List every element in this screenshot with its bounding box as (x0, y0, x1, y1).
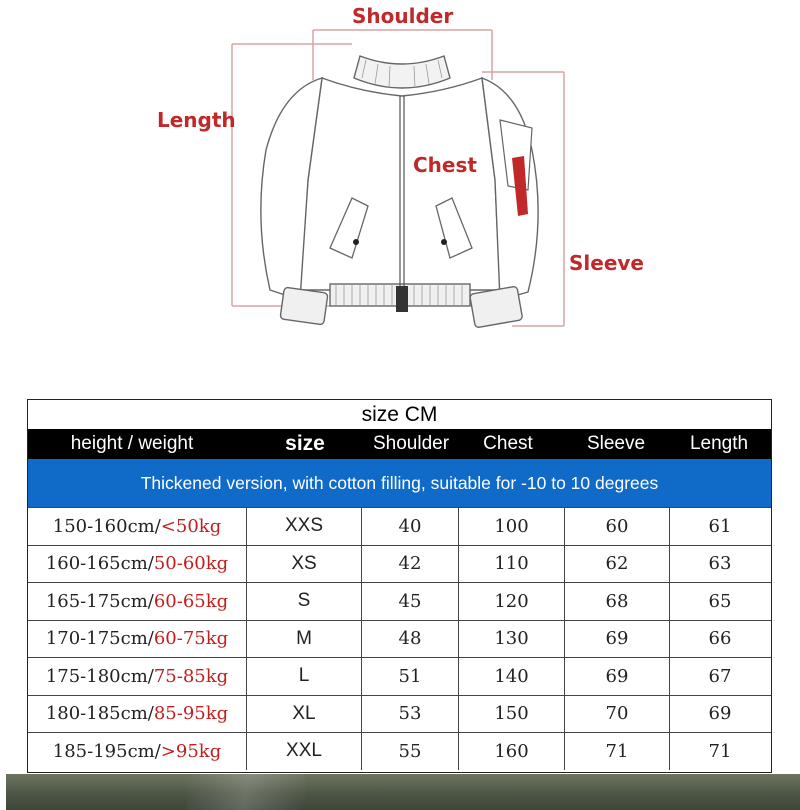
sleeve-cell: 71 (564, 733, 669, 770)
photo-edge (0, 774, 6, 810)
size-cell (246, 696, 361, 733)
height-value: 180-185cm/ (45, 703, 154, 725)
length-cell: 67 (669, 658, 770, 695)
height-value: 160-165cm/ (45, 553, 154, 575)
shoulder-cell: 48 (361, 621, 458, 658)
shoulder-cell: 45 (361, 583, 458, 620)
height-weight-cell (28, 658, 246, 695)
shoulder-cell: 40 (361, 508, 458, 545)
size-value: M (296, 627, 312, 649)
chest-cell: 100 (458, 508, 564, 545)
size-cell (246, 546, 361, 583)
size-chart-table (27, 399, 772, 773)
size-value: XXS (284, 515, 324, 537)
length-cell: 65 (669, 583, 770, 620)
weight-value: 50-60kg (153, 553, 229, 575)
length-cell: 61 (669, 508, 770, 545)
jacket-measurement-diagram (0, 0, 800, 360)
height-weight-cell (28, 696, 246, 733)
header-length: Length (689, 433, 749, 454)
size-value: XL (292, 702, 316, 724)
table-row (28, 545, 771, 583)
table-header-row (28, 429, 771, 459)
chest-cell: 160 (458, 733, 564, 770)
length-cell: 63 (669, 546, 770, 583)
header-height-weight: height / weight (70, 433, 194, 454)
table-row (28, 507, 771, 545)
shoulder-cell: 53 (361, 696, 458, 733)
weight-value: 75-85kg (153, 665, 229, 687)
shoulder-cell: 55 (361, 733, 458, 770)
header-size: size (285, 432, 325, 455)
chest-cell: 150 (458, 696, 564, 733)
sleeve-cell: 62 (564, 546, 669, 583)
weight-value: >95kg (160, 740, 222, 762)
size-cell (246, 733, 361, 770)
length-cell: 69 (669, 696, 770, 733)
sleeve-label: Sleeve (569, 251, 644, 275)
height-value: 185-195cm/ (52, 740, 161, 762)
sleeve-cell: 68 (564, 583, 669, 620)
height-value: 150-160cm/ (52, 515, 161, 537)
size-cell (246, 621, 361, 658)
height-value: 165-175cm/ (45, 590, 154, 612)
table-row (28, 657, 771, 695)
weight-value: 60-75kg (153, 628, 229, 650)
table-caption: size CM (361, 403, 438, 426)
size-cell (246, 508, 361, 545)
jacket-illustration (0, 0, 800, 360)
chest-cell: 140 (458, 658, 564, 695)
weight-value: 85-95kg (153, 703, 229, 725)
size-value: XS (291, 552, 317, 574)
header-chest: Chest (483, 433, 533, 454)
length-label: Length (157, 108, 236, 132)
chest-label: Chest (413, 153, 477, 177)
size-value: L (298, 665, 310, 687)
table-row (28, 620, 771, 658)
weight-value: 60-65kg (153, 590, 229, 612)
sleeve-cell: 70 (564, 696, 669, 733)
shoulder-cell: 51 (361, 658, 458, 695)
header-shoulder: Shoulder (372, 433, 450, 454)
table-row (28, 732, 771, 770)
size-cell (246, 658, 361, 695)
height-weight-cell (28, 621, 246, 658)
height-weight-cell (28, 508, 246, 545)
size-value: XXL (286, 740, 322, 762)
height-weight-cell (28, 583, 246, 620)
jacket-fabric-photo (6, 774, 800, 810)
height-weight-cell (28, 733, 246, 770)
sleeve-cell: 60 (564, 508, 669, 545)
height-value: 175-180cm/ (45, 665, 154, 687)
chest-cell: 130 (458, 621, 564, 658)
chest-cell: 110 (458, 546, 564, 583)
height-weight-cell (28, 546, 246, 583)
table-row (28, 695, 771, 733)
sleeve-cell: 69 (564, 658, 669, 695)
length-cell: 71 (669, 733, 770, 770)
insulation-note: Thickened version, with cotton filling, suitable for -10 to 10 degrees (28, 459, 771, 507)
table-row (28, 582, 771, 620)
shoulder-cell: 42 (361, 546, 458, 583)
shoulder-label: Shoulder (352, 4, 454, 28)
header-sleeve: Sleeve (586, 433, 646, 454)
fabric-highlight (186, 774, 306, 810)
size-value: S (297, 590, 311, 612)
sleeve-cell: 69 (564, 621, 669, 658)
zipper-end (396, 286, 408, 312)
size-cell (246, 583, 361, 620)
length-cell: 66 (669, 621, 770, 658)
height-value: 170-175cm/ (45, 628, 154, 650)
chest-cell: 120 (458, 583, 564, 620)
weight-value: <50kg (160, 515, 222, 537)
